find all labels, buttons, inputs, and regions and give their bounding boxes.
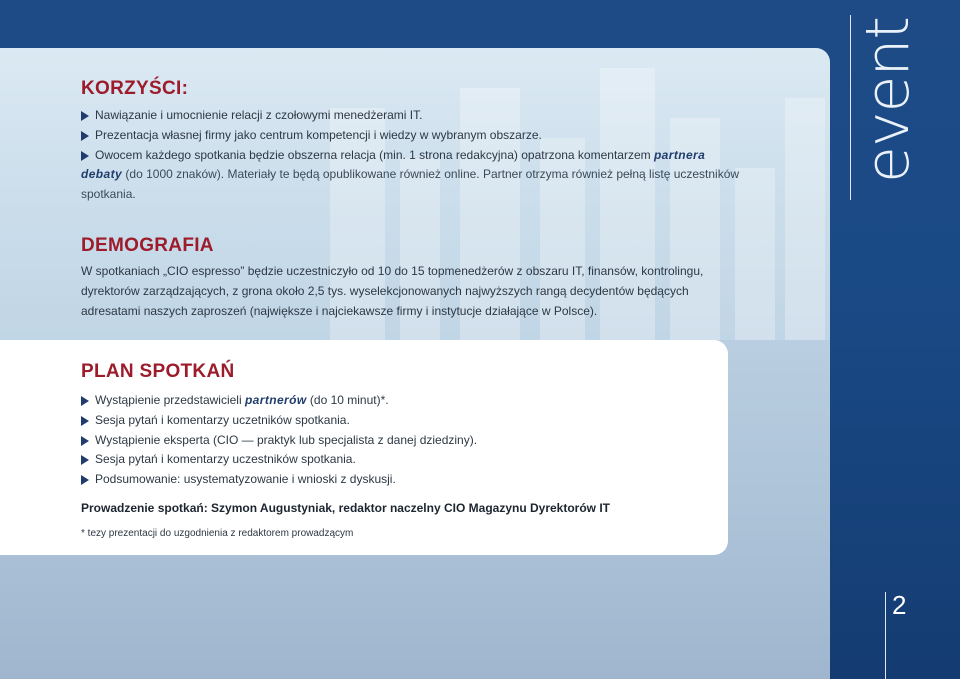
triangle-bullet-icon [81, 111, 89, 121]
partner-emphasis: partnerów [244, 393, 307, 407]
triangle-bullet-icon [81, 131, 89, 141]
demographics-section [81, 235, 721, 321]
demographics-text: W spotkaniach „CIO espresso” będzie uczestniczyło od 10 do 15 topmenedżerów z obszaru IT, finansów, kontrolingu, dyrektorów zarządzających, z grona około 2,5 tys. wyselekcjonowanych najwyższych rangą decydentów będących adresatami naszych zaproszeń (największe i najciekawsze firmy i instytucje działające w Polsce). [81, 264, 704, 318]
list-item: Prezentacja własnej firmy jako centrum kompetencji i wiedzy w wybranym obszarze. [81, 126, 741, 146]
event-wordmark: event [853, 17, 924, 183]
triangle-bullet-icon [81, 416, 89, 426]
triangle-bullet-icon [81, 396, 89, 406]
benefits-heading: KORZYŚCI: [81, 78, 189, 99]
plan-list [81, 391, 711, 490]
plan-section [81, 361, 711, 539]
partner-emphasis: partnera debaty [81, 147, 706, 182]
benefits-list [81, 106, 741, 205]
benefits-section [81, 78, 741, 205]
list-item: Wystąpienie eksperta (CIO — praktyk lub specjalista z danej dziedziny). [81, 431, 711, 451]
moderator-line: Prowadzenie spotkań: Szymon Augustyniak, redaktor naczelny CIO Magazynu Dyrektorów IT [81, 500, 611, 515]
list-item: Nawiązanie i umocnienie relacji z czołowymi menedżerami IT. [81, 106, 741, 126]
triangle-bullet-icon [81, 151, 89, 161]
list-item: Owocem każdego spotkania będzie obszerna relacja (min. 1 strona redakcyjna) opatrzona komentarzem partnera debaty (do 1000 znaków). Materiały te będą opublikowane również online. Partner otrzyma również pełną listę uczestników spotkania. [81, 147, 740, 202]
list-item: Sesja pytań i komentarzy uczestników spotkania. [81, 450, 711, 470]
list-item: Podsumowanie: usystematyzowanie i wnioski z dyskusji. [81, 470, 711, 490]
plan-heading: PLAN SPOTKAŃ [81, 361, 235, 382]
list-item: Sesja pytań i komentarzy uczetników spotkania. [81, 411, 711, 431]
event-brand [850, 0, 926, 200]
page-number: 2 [892, 590, 907, 620]
triangle-bullet-icon [81, 475, 89, 485]
page-number-divider [885, 592, 886, 679]
footnote: * tezy prezentacji do uzgodnienia z redaktorem prowadzącym [81, 527, 354, 539]
demographics-heading: DEMOGRAFIA [81, 235, 214, 256]
triangle-bullet-icon [81, 455, 89, 465]
triangle-bullet-icon [81, 436, 89, 446]
list-item: Wystąpienie przedstawicieli partnerów (do 10 minut)*. [81, 391, 711, 411]
